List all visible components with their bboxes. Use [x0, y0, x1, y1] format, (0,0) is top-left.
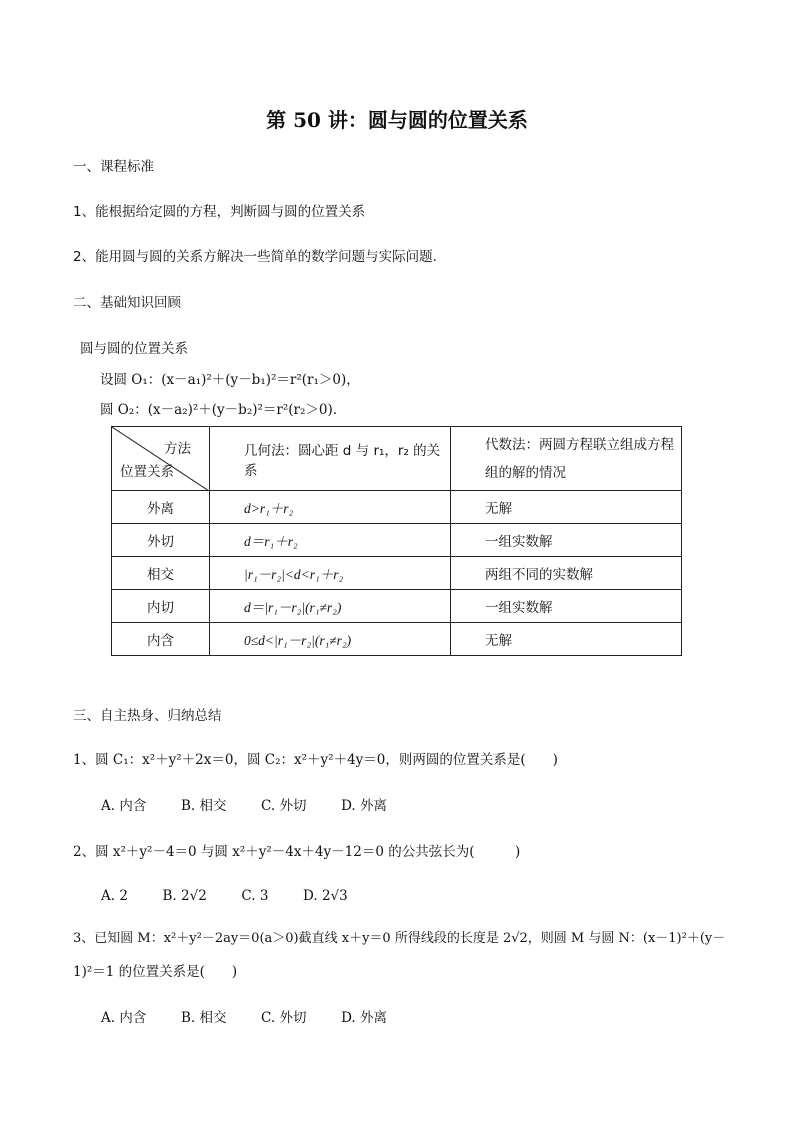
geo-cell: 0≤d<|r₁－r₂|(r₁≠r₂)	[210, 623, 451, 656]
header-relation: 位置关系	[120, 464, 174, 480]
option-d: D. 外离	[341, 798, 388, 814]
relation-cell: 外切	[112, 524, 210, 557]
relation-cell: 外离	[112, 491, 210, 524]
table-row	[112, 623, 682, 656]
header-geometric: 几何法：圆心距 d 与 r₁，r₂ 的关系	[210, 427, 451, 491]
standard-item-2: 2、能用圆与圆的关系方解决一些简单的数学问题与实际问题.	[73, 249, 437, 265]
table-row	[112, 590, 682, 623]
circle-o2-equation: 圆 O₂：(x－a₂)²＋(y－b₂)²＝r²(r₂＞0).	[100, 402, 338, 418]
page-title: 第 50 讲：圆与圆的位置关系	[266, 108, 528, 132]
relation-cell: 内切	[112, 590, 210, 623]
header-algebraic: 代数法：两圆方程联立组成方程组的解的情况	[451, 427, 682, 491]
relation-cell: 内含	[112, 623, 210, 656]
question-2-stem: 2、圆 x²＋y²－4＝0 与圆 x²＋y²－4x＋4y－12＝0 的公共弦长为( )	[73, 844, 521, 860]
diagonal-line	[112, 427, 209, 491]
option-a: A. 2	[101, 888, 128, 904]
option-d: D. 2√3	[303, 888, 348, 904]
table-row	[112, 491, 682, 524]
alg-cell: 一组实数解	[451, 590, 682, 623]
alg-cell: 无解	[451, 491, 682, 524]
question-3-stem-line2: 1)²＝1 的位置关系是( )	[73, 964, 238, 980]
alg-cell: 一组实数解	[451, 524, 682, 557]
option-c: C. 外切	[261, 1010, 307, 1026]
relation-table	[111, 426, 682, 654]
table-header-diagonal-cell	[112, 427, 210, 491]
section-heading-2: 二、基础知识回顾	[73, 295, 181, 311]
option-b: B. 相交	[180, 798, 227, 814]
section-heading-1: 一、课程标准	[73, 159, 154, 175]
section-heading-3: 三、自主热身、归纳总结	[73, 708, 222, 724]
geo-cell: d＝r₁＋r₂	[210, 524, 451, 557]
question-1-stem: 1、圆 C₁：x²＋y²＋2x＝0，圆 C₂：x²＋y²＋4y＝0，则两圆的位置关系是( )	[73, 752, 558, 768]
option-b: B. 相交	[180, 1010, 227, 1026]
question-3-options	[101, 1008, 387, 1028]
option-a: A. 内含	[101, 1010, 147, 1026]
alg-cell: 无解	[451, 623, 682, 656]
option-c: C. 外切	[261, 798, 307, 814]
table-row	[112, 524, 682, 557]
question-2-options	[101, 886, 348, 906]
table-row	[112, 557, 682, 590]
subsection-heading: 圆与圆的位置关系	[80, 341, 188, 357]
standard-item-1: 1、能根据给定圆的方程，判断圆与圆的位置关系	[73, 204, 366, 220]
header-method: 方法	[164, 441, 191, 457]
circle-o1-equation: 设圆 O₁：(x－a₁)²＋(y－b₁)²＝r²(r₁＞0)，	[100, 372, 360, 388]
option-d: D. 外离	[341, 1010, 388, 1026]
option-b: B. 2√2	[162, 888, 207, 904]
relation-cell: 相交	[112, 557, 210, 590]
alg-cell: 两组不同的实数解	[451, 557, 682, 590]
question-1-options	[101, 796, 387, 816]
geo-cell: |r₁－r₂|<d<r₁＋r₂	[210, 557, 451, 590]
option-c: C. 3	[241, 888, 269, 904]
geo-cell: d＝|r₁－r₂|(r₁≠r₂)	[210, 590, 451, 623]
geo-cell: d>r₁＋r₂	[210, 491, 451, 524]
option-a: A. 内含	[101, 798, 147, 814]
question-3-stem-line1: 3、已知圆 M：x²＋y²－2ay＝0(a＞0)截直线 x＋y＝0 所得线段的长度是 2√2，则圆 M 与圆 N：(x－1)²＋(y－	[73, 931, 726, 946]
